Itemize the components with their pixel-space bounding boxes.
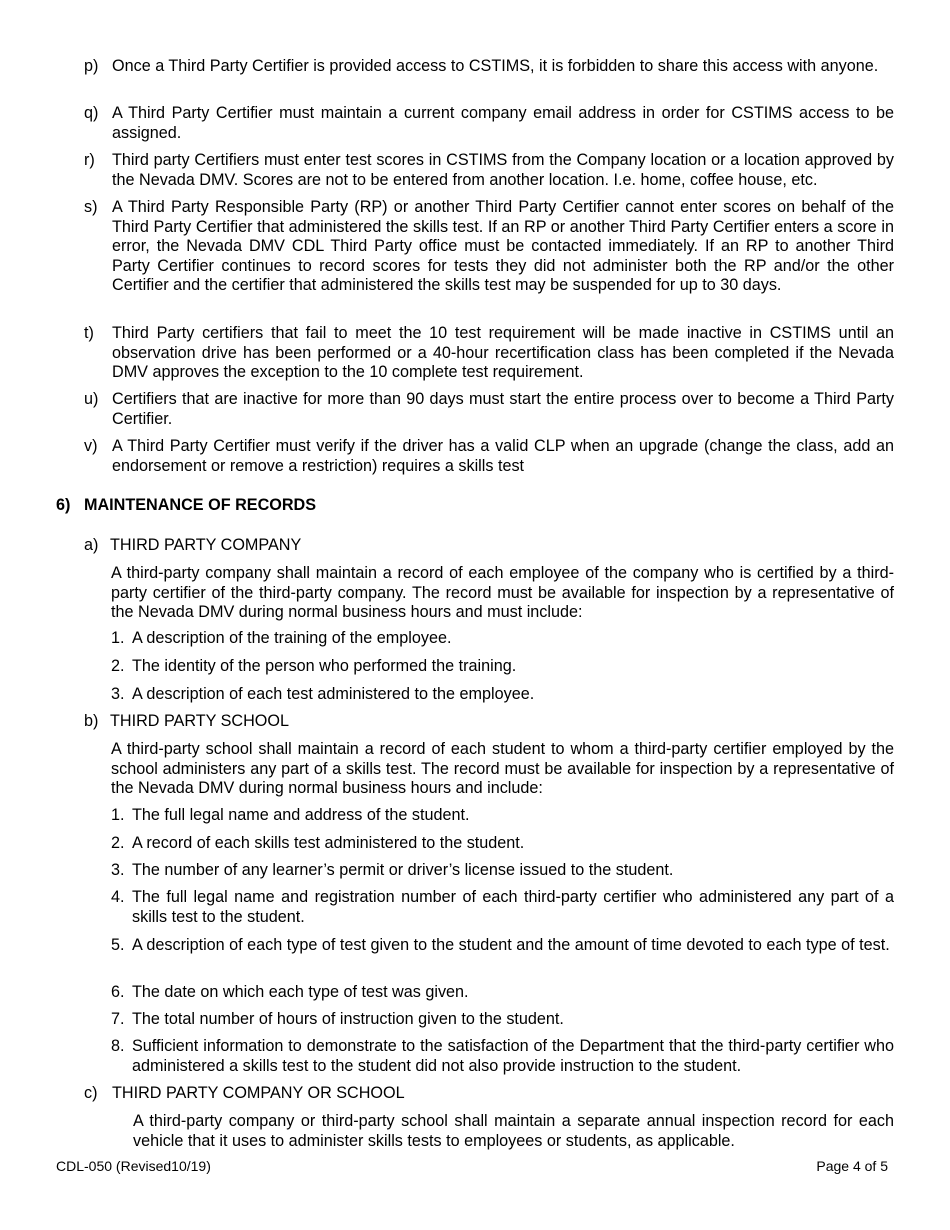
item-text: Third Party certifiers that fail to meet the 10 test requirement will be made inactive in CSTIMS until an observation drive has been performed or a 40-hour recertification class has been completed if the Nevada DMV approves the exception to the 10 complete test requirement. (112, 324, 894, 381)
item-marker: p) (84, 57, 99, 75)
subsection-heading-school: THIRD PARTY SCHOOL (110, 712, 289, 730)
item-text: Third party Certifiers must enter test scores in CSTIMS from the Company location or a location approved by the Nevada DMV. Scores are not to be entered from another location. I.e. home, coffee house, etc. (112, 151, 894, 189)
item-marker: q) (84, 104, 99, 122)
list-marker: 2. (111, 657, 125, 675)
section-title: MAINTENANCE OF RECORDS (84, 496, 317, 514)
company-paragraph: A third-party company shall maintain a record of each employee of the company who is certified by a third-party certifier of the third-party company. The record must be available for inspection by a representative of the Nevada DMV during normal business hours and must include: (111, 564, 894, 621)
subsection-heading-company-or-school: THIRD PARTY COMPANY OR SCHOOL (112, 1084, 405, 1102)
item-marker: r) (84, 151, 95, 169)
school-list-item-2 (111, 834, 894, 854)
subsection-marker-b: b) (84, 712, 99, 730)
school-list-item-8 (111, 1037, 894, 1076)
list-text: The number of any learner’s permit or driver’s license issued to the student. (132, 861, 674, 879)
rule-item-t (84, 324, 894, 383)
subsection-marker-c: c) (84, 1084, 98, 1102)
list-text: Sufficient information to demonstrate to the satisfaction of the Department that the third-party certifier who administered a skills test to the student did not also provide instruction to the student. (132, 1037, 894, 1075)
item-marker: u) (84, 390, 99, 408)
school-list-item-5 (111, 936, 894, 956)
rule-item-s (84, 198, 894, 296)
list-text: The full legal name and registration number of each third-party certifier who administered any part of a skills test to the student. (132, 888, 894, 926)
item-text: A Third Party Certifier must verify if the driver has a valid CLP when an upgrade (change the class, add an endorsement or remove a restriction) requires a skills test (112, 437, 894, 475)
list-text: The full legal name and address of the student. (132, 806, 470, 824)
list-text: The identity of the person who performed the training. (132, 657, 517, 675)
rule-item-u (84, 390, 894, 429)
list-text: The date on which each type of test was given. (132, 983, 469, 1001)
item-text: Once a Third Party Certifier is provided access to CSTIMS, it is forbidden to share this access with anyone. (112, 57, 879, 75)
list-text: A description of each type of test given to the student and the amount of time devoted to each type of test. (132, 936, 890, 954)
item-text: A Third Party Certifier must maintain a current company email address in order for CSTIMS access to be assigned. (112, 104, 894, 142)
company-or-school-paragraph: A third-party company or third-party school shall maintain a separate annual inspection record for each vehicle that it uses to administer skills tests to employees or students, as applicable. (133, 1112, 894, 1150)
item-text: A Third Party Responsible Party (RP) or another Third Party Certifier cannot enter scores on behalf of the Third Party Certifier that administered the skills test. If an RP or another Third Party Certifier enters a score in error, the Nevada DMV CDL Third Party office must be contacted immediately. If an RP to another Third Party Certifier continues to record scores for tests they did not administer both the RP and/or the other Certifier and the certifier that administered the skills test may be suspended for up to 30 days. (112, 198, 894, 294)
list-text: A description of each test administered to the employee. (132, 685, 535, 703)
company-list-item-3 (111, 685, 894, 705)
company-list-item-1 (111, 629, 894, 649)
list-text: The total number of hours of instruction given to the student. (132, 1010, 564, 1028)
school-list-item-3 (111, 861, 894, 881)
list-marker: 4. (111, 888, 125, 906)
company-list-item-2 (111, 657, 894, 677)
school-list-item-6 (111, 983, 894, 1003)
rule-item-r (84, 151, 894, 190)
rule-item-q (84, 104, 894, 143)
rule-item-v (84, 437, 894, 476)
list-marker: 5. (111, 936, 125, 954)
footer-form-id: CDL-050 (Revised10/19) (56, 1158, 211, 1174)
school-list-item-1 (111, 806, 894, 826)
subsection-heading-company: THIRD PARTY COMPANY (110, 536, 302, 554)
list-marker: 3. (111, 861, 125, 879)
list-marker: 8. (111, 1037, 125, 1055)
footer-page-number: Page 4 of 5 (816, 1158, 888, 1174)
list-marker: 1. (111, 806, 125, 824)
list-text: A record of each skills test administered to the student. (132, 834, 525, 852)
section-number: 6) (56, 496, 71, 514)
list-marker: 2. (111, 834, 125, 852)
rule-item-p (84, 57, 894, 77)
list-marker: 1. (111, 629, 125, 647)
item-marker: v) (84, 437, 98, 455)
list-marker: 3. (111, 685, 125, 703)
list-marker: 7. (111, 1010, 125, 1028)
item-marker: s) (84, 198, 98, 216)
list-text: A description of the training of the employee. (132, 629, 452, 647)
subsection-marker-a: a) (84, 536, 99, 554)
item-marker: t) (84, 324, 94, 342)
school-list-item-7 (111, 1010, 894, 1030)
school-paragraph: A third-party school shall maintain a record of each student to whom a third-party certifier employed by the school administers any part of a skills test. The record must be available for inspection by a representative of the Nevada DMV during normal business hours and include: (111, 740, 894, 797)
school-list-item-4 (111, 888, 894, 927)
item-text: Certifiers that are inactive for more than 90 days must start the entire process over to become a Third Party Certifier. (112, 390, 894, 428)
list-marker: 6. (111, 983, 125, 1001)
